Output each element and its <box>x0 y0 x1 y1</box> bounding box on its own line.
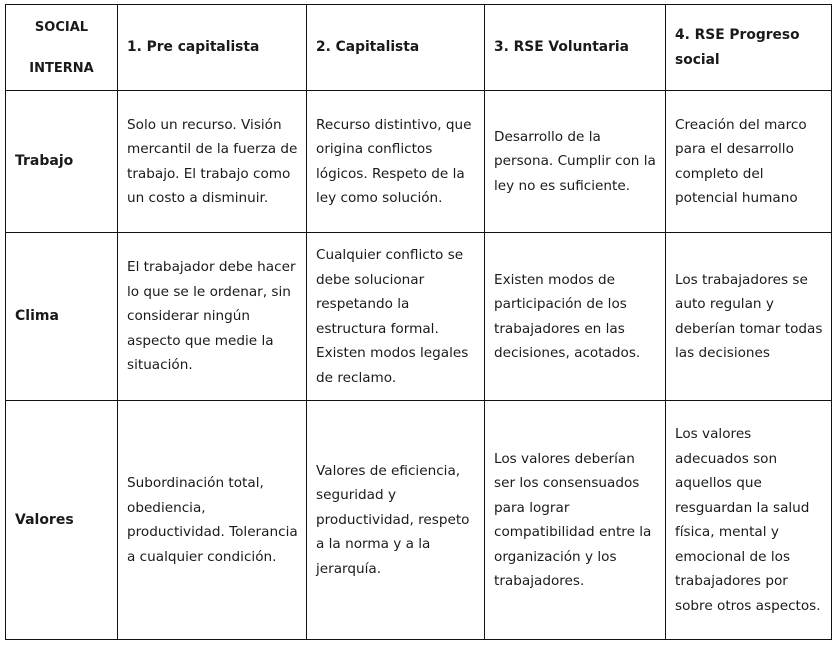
row-header-trabajo: Trabajo <box>6 91 118 233</box>
row-header-valores: Valores <box>6 401 118 640</box>
table-cell: Existen modos de participación de los trabajadores en las decisiones, acotados. <box>485 233 666 401</box>
corner-header <box>6 5 118 91</box>
comparison-table <box>5 4 832 640</box>
table-cell: Creación del marco para el desarrollo completo del potencial humano <box>666 91 832 233</box>
column-header-rse-voluntaria: 3. RSE Voluntaria <box>485 5 666 91</box>
header-row <box>6 5 832 91</box>
table-cell: Los valores adecuados son aquellos que resguardan la salud física, mental y emocional de los trabajadores por sobre otros aspectos. <box>666 401 832 640</box>
corner-header-line1: SOCIAL <box>34 19 89 35</box>
row-header-clima: Clima <box>6 233 118 401</box>
column-header-rse-progreso-social: 4. RSE Progreso social <box>666 5 832 91</box>
corner-header-line2: INTERNA <box>29 60 94 76</box>
table-cell: Solo un recurso. Visión mercantil de la fuerza de trabajo. El trabajo como un costo a disminuir. <box>118 91 307 233</box>
table-row-trabajo <box>6 91 832 233</box>
table-cell: Subordinación total, obediencia, productividad. Tolerancia a cualquier condición. <box>118 401 307 640</box>
table-cell: Valores de eficiencia, seguridad y productividad, respeto a la norma y a la jerarquía. <box>307 401 485 640</box>
table-cell: Los valores deberían ser los consensuados para lograr compatibilidad entre la organización y los trabajadores. <box>485 401 666 640</box>
table-cell: Recurso distintivo, que origina conflictos lógicos. Respeto de la ley como solución. <box>307 91 485 233</box>
table-cell: Los trabajadores se auto regulan y deberían tomar todas las decisiones <box>666 233 832 401</box>
table-cell: El trabajador debe hacer lo que se le ordenar, sin considerar ningún aspecto que medie la situación. <box>118 233 307 401</box>
table-row-valores <box>6 401 832 640</box>
table-row-clima <box>6 233 832 401</box>
column-header-pre-capitalista: 1. Pre capitalista <box>118 5 307 91</box>
column-header-capitalista: 2. Capitalista <box>307 5 485 91</box>
table-cell: Cualquier conflicto se debe solucionar respetando la estructura formal. Existen modos legales de reclamo. <box>307 233 485 401</box>
table-cell: Desarrollo de la persona. Cumplir con la ley no es suficiente. <box>485 91 666 233</box>
